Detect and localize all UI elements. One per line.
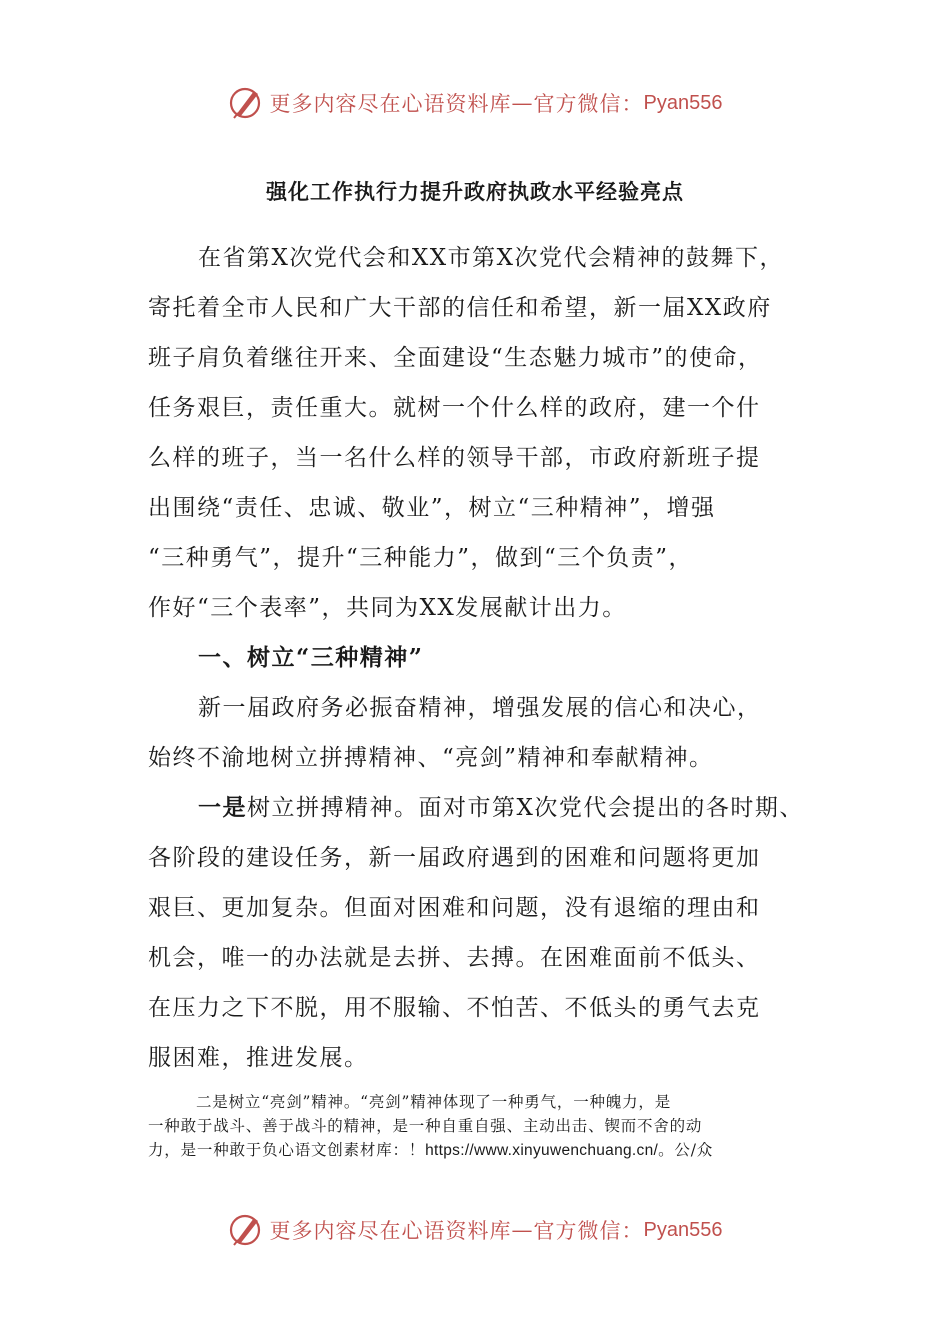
header-watermark-banner [0, 80, 950, 126]
banner-wechat-handle: Pyan556 [643, 1218, 723, 1241]
banner-official-label: 官方微信： [533, 1219, 644, 1243]
paragraph-text: 。公/众 [658, 1141, 714, 1159]
document-body [148, 233, 828, 1083]
banner-wechat-handle: Pyan556 [643, 91, 723, 114]
banner-separator: — [511, 91, 534, 115]
quill-pen-logo-icon [228, 1212, 264, 1248]
paragraph-line: 出围绕“责任、忠诚、敬业”，树立“三种精神”，增强 [148, 495, 716, 521]
paragraph-line: 机会，唯一的办法就是去拼、去搏。在困难面前不低头、 [148, 945, 761, 971]
paragraph-line: 在压力之下不脱，用不服输、不怕苦、不低头的勇气去克 [148, 995, 761, 1021]
lead-label: 一是 [198, 794, 247, 821]
banner-brand-text: 更多内容尽在心语资料库 [269, 1219, 512, 1243]
paragraph-line: 服困难，推进发展。 [148, 1045, 369, 1071]
paragraph-text: 力，是一种敢于负心语文创素材库：！ [148, 1141, 426, 1159]
paragraph-line: 艰巨、更加复杂。但面对困难和问题，没有退缩的理由和 [148, 895, 761, 921]
footer-watermark-banner [0, 1207, 950, 1253]
paragraph-line: 在省第X次党代会和XX市第X次党代会精神的鼓舞下， [198, 245, 784, 271]
paragraph-line: 班子肩负着继往开来、全面建设“生态魅力城市”的使命， [148, 345, 763, 371]
paragraph-line: 各阶段的建设任务，新一届政府遇到的困难和问题将更加 [148, 845, 761, 871]
paragraph-line [148, 1138, 828, 1162]
paragraph-line: 二是树立“亮剑”精神。“亮剑”精神体现了一种勇气，一种魄力，是 [196, 1093, 671, 1111]
paragraph-text: 树立拼搏精神。面对市第X次党代会提出的各时期、 [247, 795, 804, 821]
document-title: 强化工作执行力提升政府执政水平经验亮点 [266, 179, 684, 204]
paragraph-line: “三种勇气”，提升“三种能力”，做到“三个负责”， [148, 545, 694, 571]
small-print-paragraph [148, 1090, 828, 1162]
paragraph-line: 始终不渝地树立拼搏精神、“亮剑”精神和奉献精神。 [148, 745, 714, 771]
paragraph-line: 作好“三个表率”，共同为XX发展献计出力。 [148, 595, 627, 621]
paragraph-line [148, 783, 828, 833]
paragraph-line: 寄托着全市人民和广大干部的信任和希望，新一届XX政府 [148, 295, 772, 321]
quill-pen-logo-icon [228, 85, 264, 121]
website-link[interactable]: https://www.xinyuwenchuang.cn/ [425, 1142, 659, 1159]
paragraph-line: 一种敢于战斗、善于战斗的精神，是一种自重自强、主动出击、锲而不舍的动 [148, 1117, 703, 1135]
banner-brand-text: 更多内容尽在心语资料库 [269, 92, 512, 116]
section-heading: 一、树立“三种精神” [198, 644, 424, 671]
paragraph-line: 任务艰巨，责任重大。就树一个什么样的政府，建一个什 [148, 395, 761, 421]
paragraph-line: 新一届政府务必振奋精神，增强发展的信心和决心， [198, 695, 762, 721]
banner-separator: — [511, 1218, 534, 1242]
banner-official-label: 官方微信： [533, 92, 644, 116]
paragraph-line: 么样的班子，当一名什么样的领导干部，市政府新班子提 [148, 445, 761, 471]
